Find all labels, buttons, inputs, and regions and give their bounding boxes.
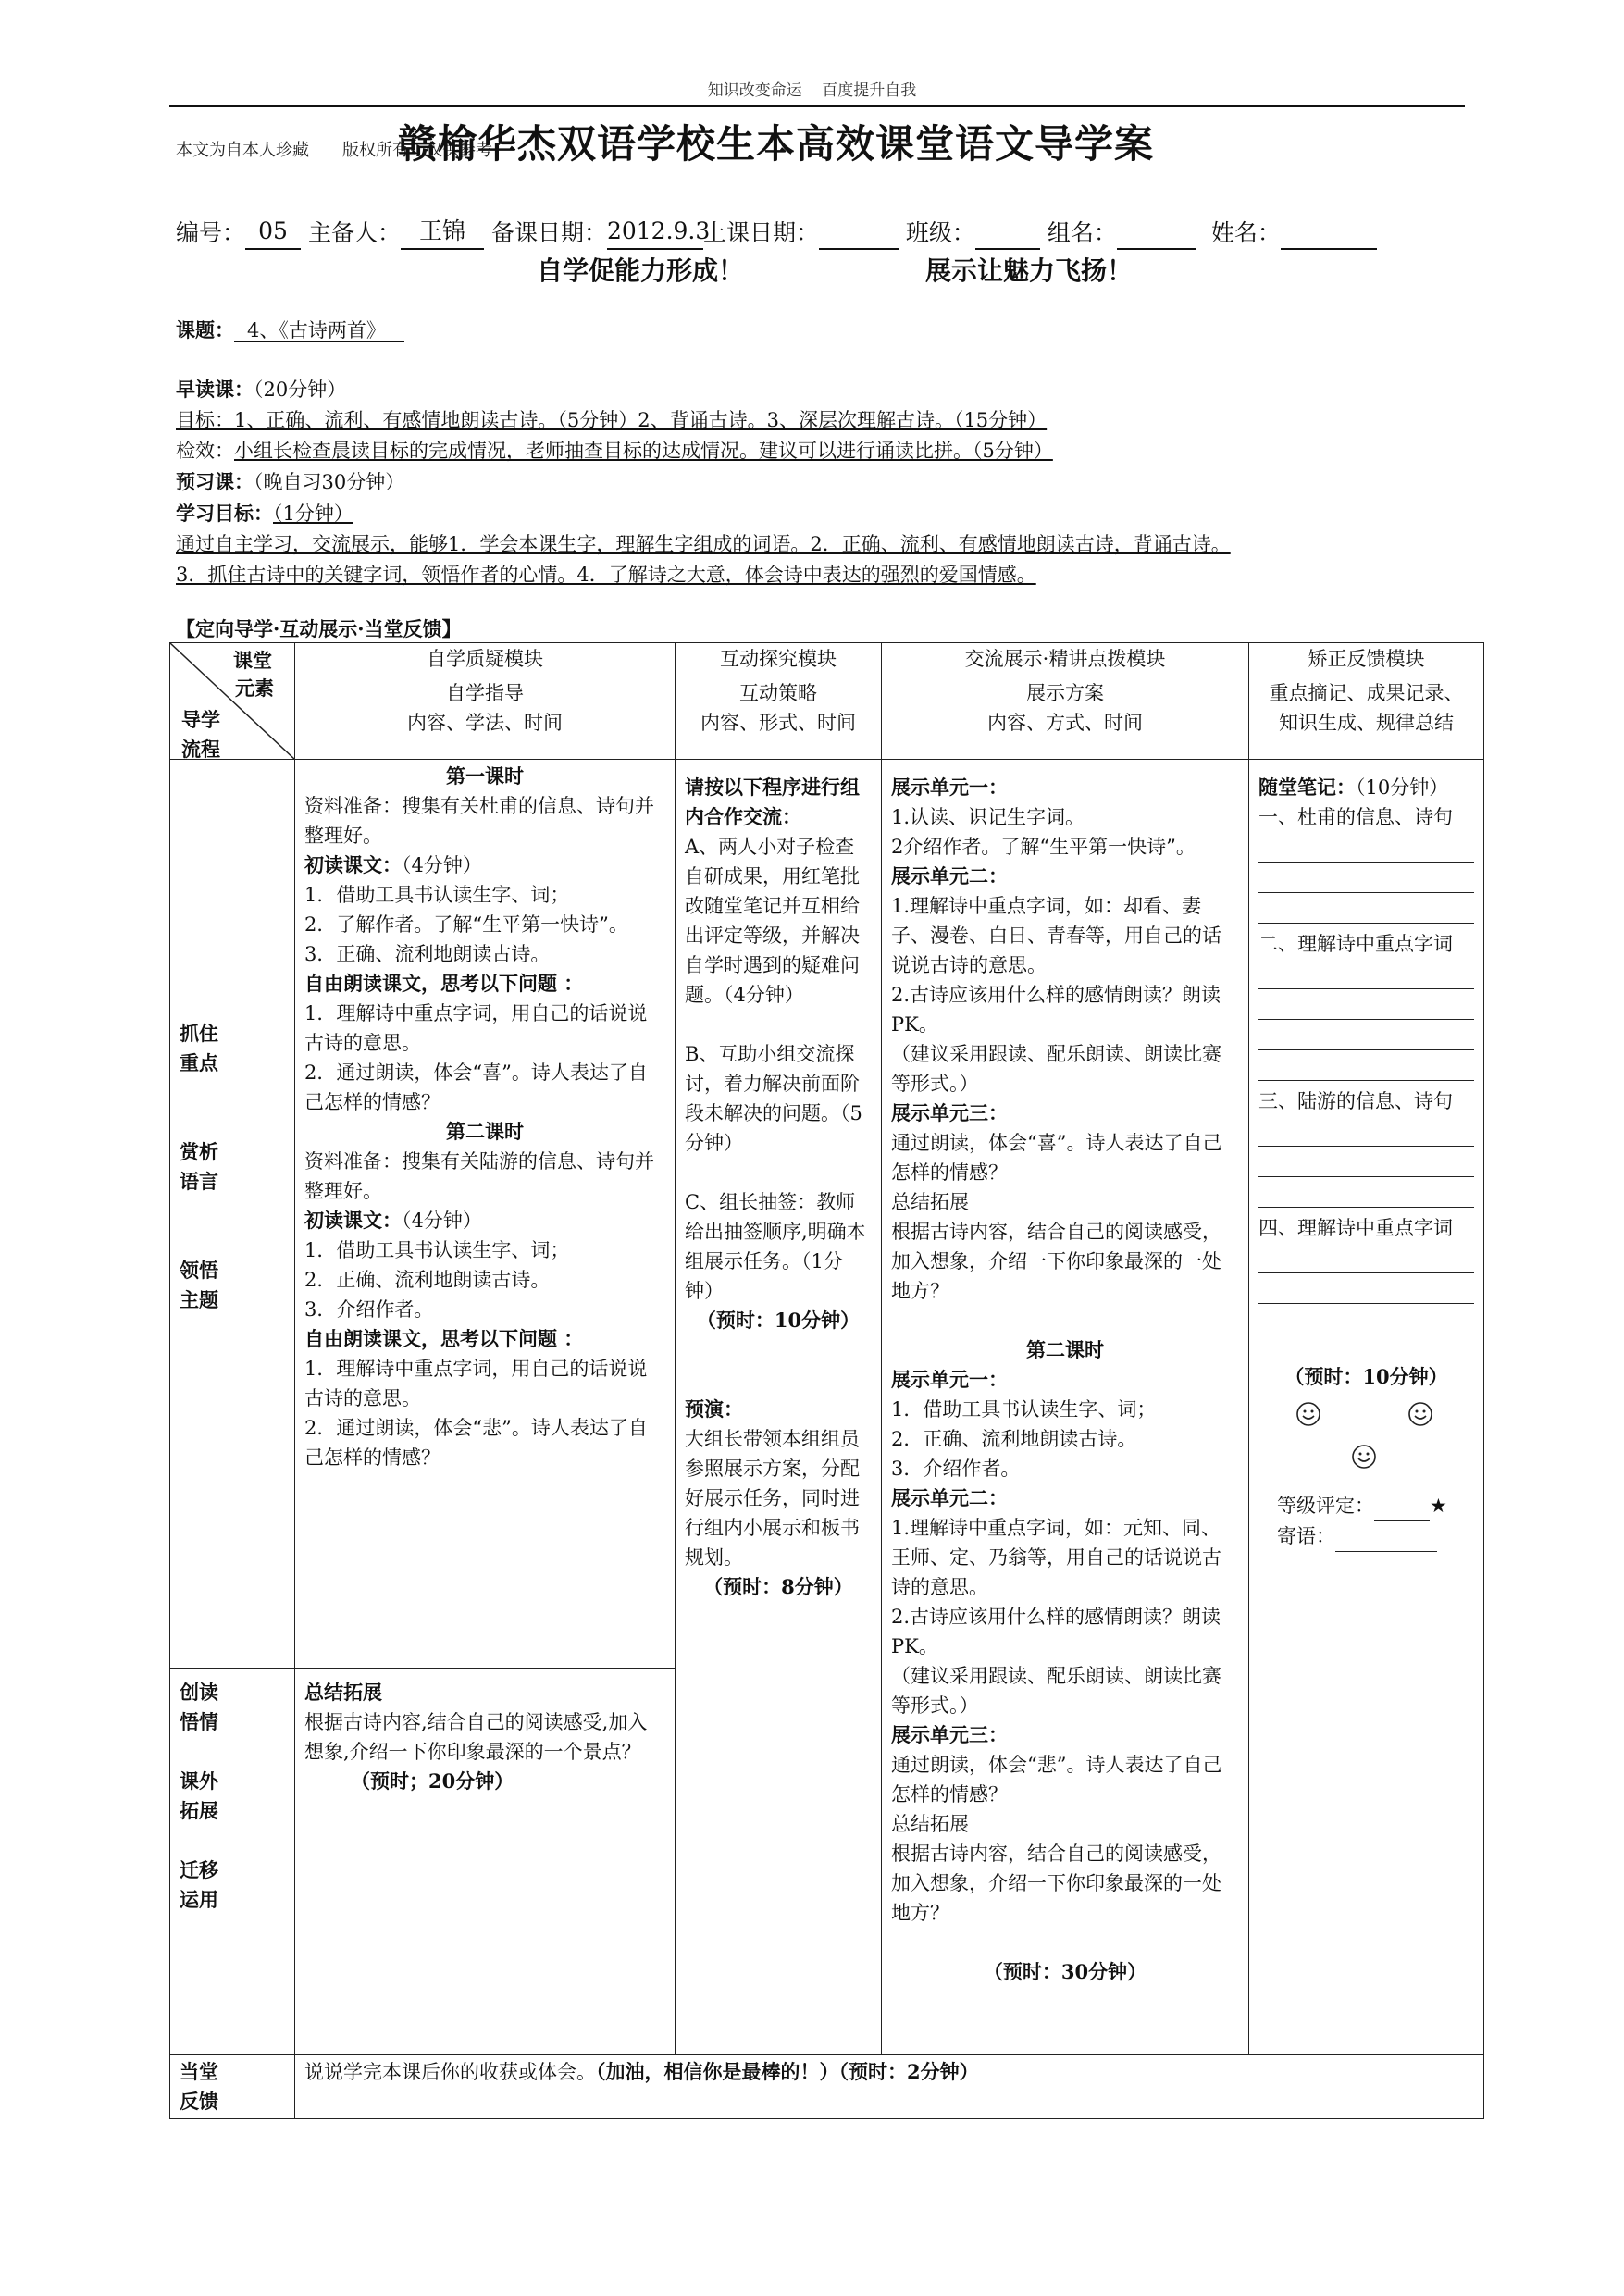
topic xyxy=(176,316,404,344)
class-date-field[interactable] xyxy=(819,220,899,250)
feedback-side: 当堂 反馈 xyxy=(170,2055,295,2119)
morning-check: 小组长检查晨读目标的完成情况，老师抽查目标的达成情况。建议可以进行诵读比拼。（5分钟） xyxy=(234,440,1053,462)
corner-left-2: 流程 xyxy=(181,738,220,761)
copyright-note: 本文为自本人珍藏 版权所有 仅供参考 xyxy=(176,141,492,160)
group-label: 组名： xyxy=(1047,219,1117,246)
morning-duration: （20分钟） xyxy=(254,379,347,401)
grade-field[interactable] xyxy=(1374,1491,1430,1521)
module-head-3: 交流展示·精讲点拨模块 xyxy=(882,643,1249,676)
goals-label: 学习目标： xyxy=(176,502,273,525)
no-value: 05 xyxy=(245,215,301,250)
host-value: 王锦 xyxy=(401,215,484,250)
answer-line[interactable] xyxy=(1258,959,1474,989)
header-right: 百度提升自我 xyxy=(822,81,917,100)
remark-label: 寄语： xyxy=(1277,1524,1335,1547)
answer-line[interactable] xyxy=(1258,989,1474,1020)
notes-section-4: 四、理解诗中重点字词 xyxy=(1258,1217,1453,1239)
answer-line[interactable] xyxy=(1258,1304,1474,1334)
morning-label: 早读课： xyxy=(176,378,254,401)
stage-2-labels: 创读 悟情 课外 拓展 迁移 运用 xyxy=(170,1669,295,2055)
notes-time: （预时：10分钟） xyxy=(1284,1365,1448,1388)
answer-line[interactable] xyxy=(1258,1020,1474,1050)
notes-section-3: 三、陆游的信息、诗句 xyxy=(1258,1090,1453,1112)
corner-left-1: 导学 xyxy=(181,708,220,731)
goals-line-1: 通过自主学习，交流展示，能够1．学会本课生字，理解生字组成的词语。2．正确、流利、有感情地朗读古诗，背诵古诗。 xyxy=(176,533,1231,555)
page-title: 赣榆华杰双语学校生本高效课堂语文导学案 xyxy=(398,121,1155,167)
class-field[interactable] xyxy=(975,220,1040,250)
intro-block xyxy=(176,374,1471,590)
goals-duration: （1分钟） xyxy=(273,503,353,525)
subhead-3: 展示方案 内容、方式、时间 xyxy=(882,676,1249,760)
name-field[interactable] xyxy=(1281,220,1377,250)
module-head-2: 互动探究模块 xyxy=(676,643,882,676)
remark-field[interactable] xyxy=(1335,1521,1437,1552)
extension-cell: 总结拓展 根据古诗内容,结合自己的阅读感受,加入想象,介绍一下你印象最深的一个景点？ （预时；20分钟） xyxy=(295,1669,676,2055)
grade-label: 等级评定： xyxy=(1277,1494,1374,1517)
interaction-cell: 请按以下程序进行组内合作交流： A、两人小对子检查自研成果，用红笔批改随堂笔记并互相给出评定等级，并解决自学时遇到的疑难问题。（4分钟） B、互助小组交流探讨，着力解决前面阶段未解决的问题。（5分钟） C、组长抽签：教师给出抽签顺序,明确本组展示任务。（1分钟） （预时：10分钟） 预演： 大组长带领本组组员参照展示方案，分配好展示任务，同时进行组内小展示和板书规划。 （预时：8分钟） xyxy=(676,760,882,2055)
notes-section-2: 二、理解诗中重点字词 xyxy=(1258,933,1453,955)
topic-value: 4、《古诗两首》 xyxy=(234,319,404,342)
slogan-right: 展示让魅力飞扬！ xyxy=(925,255,1134,286)
module-head-1: 自学质疑模块 xyxy=(295,643,676,676)
answer-line[interactable] xyxy=(1258,1243,1474,1273)
answer-line[interactable] xyxy=(1258,893,1474,924)
class-date-label: 上课日期： xyxy=(702,219,819,246)
lesson-table xyxy=(169,642,1484,2119)
smiley-icon xyxy=(1295,1401,1321,1427)
table-label: 【定向导学·互动展示·当堂反馈】 xyxy=(176,617,462,640)
name-label: 姓名： xyxy=(1210,219,1281,246)
answer-line[interactable] xyxy=(1258,863,1474,893)
answer-line[interactable] xyxy=(1258,1050,1474,1081)
corner-cell xyxy=(170,643,295,760)
host-label: 主备人： xyxy=(307,219,401,246)
preview-label: 预习课： xyxy=(176,470,254,493)
star-icon: ★ xyxy=(1430,1494,1447,1517)
answer-line[interactable] xyxy=(1258,1116,1474,1147)
check-label: 检效： xyxy=(176,440,234,462)
self-study-cell: 第一课时 资料准备：搜集有关杜甫的信息、诗句并整理好。 初读课文：（4分钟） 1．借助工具书认读生字、词； 2．了解作者。了解“生平第一快诗”。 3．正确、流利地朗读古诗。 自由朗读课文，思考以下问题 ： 1．理解诗中重点字词，用自己的话说说古诗的意思。 2．通过朗读，体会“喜”。诗人表达了自己怎样的情感？ 第二课时 资料准备：搜集有关陆游的信息、诗句并整理好。 初读课文：（4分钟） 1．借助工具书认读生字、词； 2．正确、流利地朗读古诗。 3．介绍作者。 自由朗读课文，思考以下问题 ： 1．理解诗中重点字词，用自己的话说说古诗的意思。 2．通过朗读，体会“悲”。诗人表达了自己怎样的情感？ xyxy=(295,760,676,1669)
subhead-4: 重点摘记、成果记录、 知识生成、规律总结 xyxy=(1249,676,1484,760)
header-left: 知识改变命运 xyxy=(707,81,802,100)
feedback-notes-cell: 随堂笔记：（10分钟） 一、杜甫的信息、诗句 二、理解诗中重点字词 三、陆游的信息、诗句 四、理解诗中重点字词 （预时：10分钟） 等级评定： ★ 寄语： xyxy=(1249,760,1484,2055)
goals-line-2: 3．抓住古诗中的关键字词，领悟作者的心情。4．了解诗之大意，体会诗中表达的强烈的爱国情感。 xyxy=(176,564,1036,586)
prep-label: 备课日期： xyxy=(490,219,607,246)
answer-line[interactable] xyxy=(1258,1147,1474,1177)
smiley-row-2 xyxy=(1258,1444,1474,1477)
answer-line[interactable] xyxy=(1258,1273,1474,1304)
notes-section-1: 一、杜甫的信息、诗句 xyxy=(1258,806,1453,828)
module-head-4: 矫正反馈模块 xyxy=(1249,643,1484,676)
feedback-cell: 说说学完本课后你的收获或体会。（加油，相信你是最棒的！）（预时：2分钟） xyxy=(295,2055,1484,2119)
smiley-icon xyxy=(1407,1401,1433,1427)
subhead-1: 自学指导 内容、学法、时间 xyxy=(295,676,676,760)
subhead-2: 互动策略 内容、形式、时间 xyxy=(676,676,882,760)
corner-top-2: 元素 xyxy=(235,676,274,700)
answer-line[interactable] xyxy=(1258,832,1474,863)
meta-row xyxy=(176,215,1377,250)
header-rule xyxy=(169,105,1465,107)
group-field[interactable] xyxy=(1117,220,1196,250)
smiley-row xyxy=(1258,1401,1474,1434)
morning-goal: 目标：1、正确、流利、有感情地朗读古诗。（5分钟）2、背诵古诗。3、深层次理解古诗。（15分钟） xyxy=(176,409,1048,431)
preview-duration: （晚自习30分钟） xyxy=(254,471,405,493)
no-label: 编号： xyxy=(176,219,246,246)
corner-top-1: 课堂 xyxy=(233,649,272,672)
stage-1-labels: 抓住 重点 赏析 语言 领悟 主题 xyxy=(170,760,295,1669)
answer-line[interactable] xyxy=(1258,1177,1474,1208)
topic-label: 课题： xyxy=(176,318,234,341)
prep-date: 2012.9.3 xyxy=(607,215,703,250)
page-header xyxy=(0,80,1624,103)
class-label: 班级： xyxy=(905,219,975,246)
smiley-icon xyxy=(1351,1444,1377,1470)
showcase-cell: 展示单元一： 1.认读、识记生字词。 2介绍作者。了解“生平第一快诗”。 展示单元二： 1.理解诗中重点字词，如：却看、妻子、漫卷、白日、青春等，用自己的话说说古诗的意思。 2.古诗应该用什么样的感情朗读？朗读PK。 （建议采用跟读、配乐朗读、朗读比赛等形式。） 展示单元三： 通过朗读，体会“喜”。诗人表达了自己怎样的情感？ 总结拓展 根据古诗内容，结合自己的阅读感受，加入想象，介绍一下你印象最深的一处地方？ 第二课时 展示单元一： 1．借助工具书认读生字、词； 2．正确、流利地朗读古诗。 3．介绍作者。 展示单元二： 1.理解诗中重点字词，如：元知、同、王师、定、乃翁等，用自己的话说说古诗的意思。 2.古诗应该用什么样的感情朗读？朗读PK。 （建议采用跟读、配乐朗读、朗读比赛等形式。） 展示单元三： 通过朗读，体会“悲”。诗人表达了自己怎样的情感？ 总结拓展 根据古诗内容，结合自己的阅读感受，加入想象，介绍一下你印象最深的一处地方？ （预时：30分钟） xyxy=(882,760,1249,2055)
slogan-left: 自学促能力形成！ xyxy=(537,255,745,286)
